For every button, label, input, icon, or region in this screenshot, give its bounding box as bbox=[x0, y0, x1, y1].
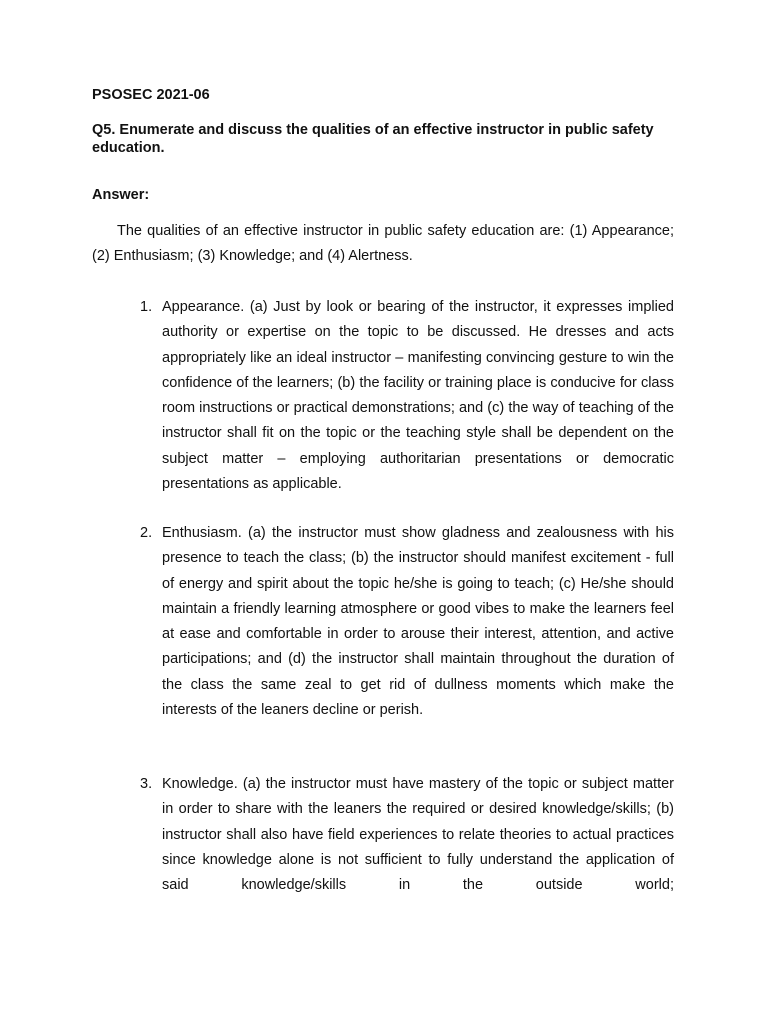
qualities-list-3 bbox=[92, 772, 674, 898]
document-header: PSOSEC 2021-06 bbox=[92, 87, 210, 103]
list-item-text: Appearance. (a) Just by look or bearing of the instructor, it expresses implied authority or expertise on the topic to be discussed. He dresses and acts appropriately like an ideal instructor – manifesting convincing gesture to win the confidence of the learners; (b) the facility or training place is conducive for class room instructions or practical demonstrations; and (c) the way of teaching of the instructor shall fit on the topic or the teaching style shall be dependent on the subject matter – employing authoritarian presentations or democratic presentations as applicable. bbox=[162, 299, 674, 493]
qualities-list bbox=[92, 295, 674, 497]
question-text: Q5. Enumerate and discuss the qualities of an effective instructor in public safety education. bbox=[92, 122, 654, 156]
list-item-appearance bbox=[92, 295, 674, 497]
answer-label: Answer: bbox=[92, 187, 150, 203]
list-item-number: 2. bbox=[140, 525, 153, 541]
list-item-enthusiasm bbox=[92, 521, 674, 723]
list-item-text: Knowledge. (a) the instructor must have mastery of the topic or subject matter in order to share with the leaners the required or desired knowledge/skills; (b) instructor shall also have field experiences to relate theories to actual practices since knowledge alone is not sufficient to fully understand the application of said knowledge/skills in the outside world; bbox=[162, 776, 674, 894]
list-item-number: 3. bbox=[140, 776, 153, 792]
list-item-knowledge bbox=[92, 772, 674, 898]
qualities-list-2 bbox=[92, 521, 674, 723]
list-item-text: Enthusiasm. (a) the instructor must show gladness and zealousness with his presence to teach the class; (b) the instructor should manifest excitement - full of energy and spirit about the topic he/she is going to teach; (c) He/she should maintain a friendly learning atmosphere or good vibes to make the learners feel at ease and comfortable in order to arouse their interest, attention, and active participations; and (d) the instructor shall maintain throughout the duration of the class the same zeal to get rid of dullness moments which make the interests of the leaners decline or perish. bbox=[162, 525, 674, 719]
intro-paragraph: The qualities of an effective instructor in public safety education are: (1) Appearance; (2) Enthusiasm; (3) Knowledge; and (4) Alertness. bbox=[92, 223, 674, 265]
list-item-number: 1. bbox=[140, 299, 153, 315]
